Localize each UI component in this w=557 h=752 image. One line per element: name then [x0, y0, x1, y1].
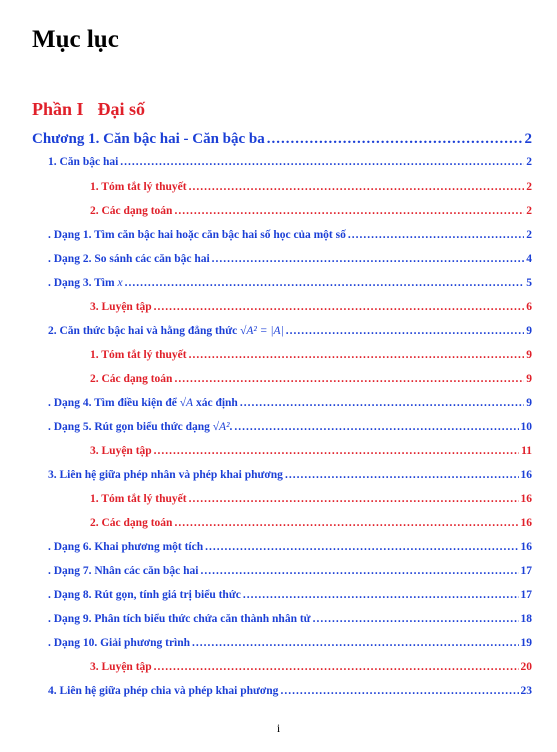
toc-chapter-label: Chương 1. Căn bậc hai - Căn bậc ba: [32, 131, 265, 147]
toc-leader-dots: [280, 685, 518, 697]
toc-label: . Dạng 10. Giải phương trình: [48, 637, 191, 649]
toc-page: 19: [520, 637, 532, 649]
toc-leader-dots: [205, 541, 518, 553]
toc-page: 17: [520, 565, 532, 577]
toc-problem-type[interactable]: [48, 253, 532, 265]
toc-subsection[interactable]: [90, 181, 532, 193]
toc-label: 2. Các dạng toán: [90, 205, 173, 217]
toc-label: 1. Tóm tắt lý thuyết: [90, 349, 187, 361]
toc-label-text: . Dạng 3. Tìm: [48, 277, 118, 289]
toc-page: 17: [520, 589, 532, 601]
toc-label: [48, 325, 284, 337]
toc-label: . Dạng 1. Tìm căn bậc hai hoặc căn bậc hai số học của một số: [48, 229, 346, 241]
toc-section[interactable]: [48, 156, 532, 168]
toc-label: 4. Liên hệ giữa phép chia và phép khai phương: [48, 685, 279, 697]
toc-leader-dots: [348, 229, 524, 241]
toc-problem-type[interactable]: [48, 397, 532, 409]
toc-section[interactable]: [48, 469, 532, 481]
toc-page: 20: [520, 661, 532, 673]
toc-label-text: . Dạng 4. Tìm điều kiện để: [48, 397, 180, 409]
toc-chapter[interactable]: [32, 131, 532, 148]
toc-page: 6: [526, 301, 532, 313]
page-title: Mục lục: [32, 26, 119, 53]
toc-page: 16: [520, 541, 532, 553]
toc-page: 10: [520, 421, 532, 433]
toc-subsection[interactable]: [90, 373, 532, 385]
toc-page: 11: [521, 445, 532, 457]
toc-label: . Dạng 7. Nhân các căn bậc hai: [48, 565, 199, 577]
toc-page: 4: [526, 253, 532, 265]
toc-leader-dots: [174, 373, 524, 385]
toc-label: 2. Các dạng toán: [90, 517, 173, 529]
toc-leader-dots: [125, 277, 525, 289]
toc-label: 1. Tóm tắt lý thuyết: [90, 181, 187, 193]
toc-leader-dots: [154, 661, 519, 673]
toc-page: 16: [520, 517, 532, 529]
toc-label: 3. Luyện tập: [90, 445, 152, 457]
toc-leader-dots: [154, 301, 525, 313]
toc-problem-type[interactable]: [48, 613, 532, 625]
toc-section[interactable]: [48, 325, 532, 337]
toc-subsection[interactable]: [90, 205, 532, 217]
toc-label-text: 2. Căn thức bậc hai và hằng đẳng thức: [48, 325, 241, 337]
toc-leader-dots: [174, 517, 518, 529]
toc-problem-type[interactable]: [48, 541, 532, 553]
toc-page: 2: [526, 229, 532, 241]
toc-leader-dots: [234, 421, 518, 433]
toc-page: 18: [520, 613, 532, 625]
toc-leader-dots: [200, 565, 518, 577]
toc-subsection[interactable]: [90, 301, 532, 313]
toc-page: 2: [526, 181, 532, 193]
page-number-footer: i: [276, 721, 281, 735]
toc-problem-type[interactable]: [48, 589, 532, 601]
toc-label-suffix: xác định: [193, 397, 238, 409]
toc-label: 1. Căn bậc hai: [48, 156, 119, 168]
toc-problem-type[interactable]: [48, 229, 532, 241]
toc-leader-dots: [189, 349, 525, 361]
math-formula: √A² = |A|: [240, 325, 284, 337]
toc-label: 3. Liên hệ giữa phép nhân và phép khai phương: [48, 469, 283, 481]
toc-leader-dots: [154, 445, 519, 457]
toc-label-suffix: .: [229, 421, 233, 433]
toc-page: 16: [520, 493, 532, 505]
toc-leader-dots: [285, 469, 519, 481]
toc-problem-type[interactable]: [48, 277, 532, 289]
toc-problem-type[interactable]: [48, 565, 532, 577]
part-name: Đại số: [97, 99, 146, 119]
toc-label: . Dạng 8. Rút gọn, tính giá trị biểu thức: [48, 589, 241, 601]
toc-page: 16: [520, 469, 532, 481]
toc-label: 1. Tóm tắt lý thuyết: [90, 493, 187, 505]
toc-subsection[interactable]: [90, 445, 532, 457]
toc-page: 2: [526, 156, 532, 168]
toc-label: [48, 421, 232, 433]
toc-page: 5: [526, 277, 532, 289]
toc-label: 2. Các dạng toán: [90, 373, 173, 385]
toc-subsection[interactable]: [90, 661, 532, 673]
toc-leader-dots: [240, 397, 524, 409]
toc-label: . Dạng 2. So sánh các căn bậc hai: [48, 253, 210, 265]
toc-leader-dots: [189, 181, 525, 193]
toc-page: 9: [526, 397, 532, 409]
toc-leader-dots: [286, 325, 525, 337]
part-heading[interactable]: [32, 99, 145, 120]
toc-label: 3. Luyện tập: [90, 301, 152, 313]
toc-section[interactable]: [48, 685, 532, 697]
toc-page: 9: [526, 373, 532, 385]
toc-label: [48, 277, 123, 289]
toc-leader-dots: [192, 637, 518, 649]
toc-leader-dots: [174, 205, 524, 217]
toc-subsection[interactable]: [90, 349, 532, 361]
toc-subsection[interactable]: [90, 517, 532, 529]
toc-page: 9: [526, 349, 532, 361]
toc-page: 2: [526, 205, 532, 217]
toc-label: . Dạng 6. Khai phương một tích: [48, 541, 204, 553]
toc-chapter-page: 2: [524, 131, 532, 147]
toc-leader-dots: [189, 493, 519, 505]
toc-problem-type[interactable]: [48, 421, 532, 433]
math-formula: √A: [179, 397, 194, 409]
toc-leader-dots: [313, 613, 519, 625]
toc-page: 9: [526, 325, 532, 337]
math-variable: x: [117, 277, 123, 289]
toc-leader-dots: [243, 589, 519, 601]
toc-label-text: . Dạng 5. Rút gọn biểu thức dạng: [48, 421, 213, 433]
part-number: Phần I: [32, 99, 84, 119]
toc-leader-dots: [267, 131, 523, 148]
toc-leader-dots: [120, 156, 524, 168]
math-formula: √A²: [212, 421, 230, 433]
toc-leader-dots: [212, 253, 525, 265]
toc-label: 3. Luyện tập: [90, 661, 152, 673]
toc-label: [48, 397, 238, 409]
toc-problem-type[interactable]: [48, 637, 532, 649]
toc-page: 23: [520, 685, 532, 697]
toc-subsection[interactable]: [90, 493, 532, 505]
toc-label: . Dạng 9. Phân tích biểu thức chứa căn thành nhân tử: [48, 613, 311, 625]
